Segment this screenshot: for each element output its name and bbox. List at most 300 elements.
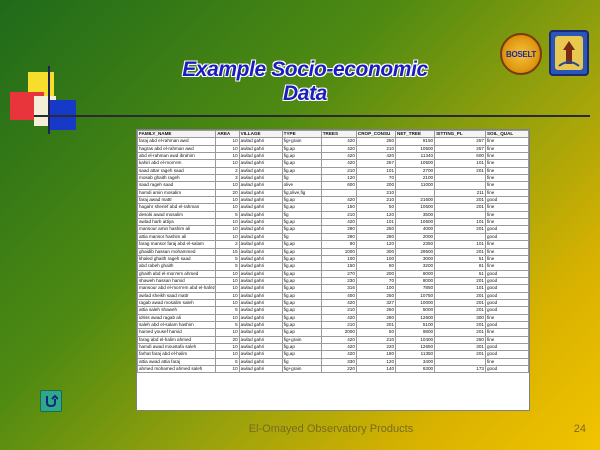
table-cell: 280 (356, 314, 395, 321)
table-cell: 10750 (396, 292, 435, 299)
table-cell (435, 358, 486, 365)
table-cell: 250 (356, 138, 395, 145)
table-cell: fig+grain (282, 366, 321, 373)
table-cell: 101 (435, 285, 486, 292)
table-cell: fine (485, 263, 528, 270)
table-cell: 280 (356, 233, 395, 240)
table-cell: awlad gahri (239, 248, 282, 255)
table-cell: awlad gahri (239, 270, 282, 277)
table-cell: 51 (435, 270, 486, 277)
table-cell: ghaith abd el-mon'em ahmed (138, 270, 216, 277)
table-cell: 120 (356, 211, 395, 218)
table-cell: fig,ap (282, 226, 321, 233)
table-row (138, 145, 529, 152)
table-row (138, 226, 529, 233)
table-cell: 10500 (396, 160, 435, 167)
table-cell: 10 (216, 351, 239, 358)
table-cell: ragab awad mosalim saleh (138, 299, 216, 306)
table-cell: 101 (435, 219, 486, 226)
table-cell: fig,ap (282, 153, 321, 160)
table-cell: 5000 (396, 307, 435, 314)
table-cell: 140 (356, 366, 395, 373)
table-row (138, 329, 529, 336)
table-cell: awlad gahri (239, 153, 282, 160)
table-cell: fig,ap (282, 204, 321, 211)
table-cell: 10 (216, 233, 239, 240)
table-cell: hamdi awad moustafa saleh (138, 343, 216, 350)
footer-text: El-Omayed Observatory Products (248, 423, 414, 435)
table-cell: 12650 (396, 343, 435, 350)
table-cell: fig,ap (282, 321, 321, 328)
table-row (138, 189, 529, 196)
table-cell: fine (485, 182, 528, 189)
table-cell: awlad gahri (239, 182, 282, 189)
table-cell: ahmed mohamed ahmed saleh (138, 366, 216, 373)
table-cell: fine (485, 175, 528, 182)
observatory-logo-icon (500, 33, 542, 75)
table-cell: 200 (356, 270, 395, 277)
table-row (138, 307, 529, 314)
table-cell: attia saleh shaweh (138, 307, 216, 314)
table-cell: good (485, 307, 528, 314)
column-header: TREES (321, 131, 356, 138)
table-cell: 201 (435, 226, 486, 233)
table-cell: 10400 (396, 336, 435, 343)
table-cell: 20 (216, 336, 239, 343)
table-cell: 15 (216, 248, 239, 255)
table-cell: awlad gahri (239, 285, 282, 292)
table-cell: awlad gahri (239, 336, 282, 343)
table-row (138, 321, 529, 328)
page-number: 24 (573, 423, 586, 435)
table-cell: 257 (435, 138, 486, 145)
table-cell: 200 (356, 182, 395, 189)
table-cell: awlad gahri (239, 351, 282, 358)
table-cell: 3500 (396, 211, 435, 218)
table-cell: 101 (356, 219, 395, 226)
table-cell: fine (485, 255, 528, 262)
table-cell: fig,ap (282, 160, 321, 167)
table-cell: 8150 (396, 138, 435, 145)
table-cell: 400 (321, 292, 356, 299)
table-cell: good (485, 292, 528, 299)
table-cell: fig,ap (282, 343, 321, 350)
table-cell: 10 (216, 292, 239, 299)
table-cell: 600 (435, 153, 486, 160)
table-cell: faraj awad mattr (138, 197, 216, 204)
table-cell: 201 (356, 321, 395, 328)
table-cell: awlad gahri (239, 241, 282, 248)
table-cell: awlad gahri (239, 321, 282, 328)
table-row (138, 233, 529, 240)
table-cell: awlad harb attiya (138, 219, 216, 226)
table-cell: 420 (321, 160, 356, 167)
table-cell: 10 (216, 153, 239, 160)
table-cell: fine (485, 204, 528, 211)
table-cell: 180 (356, 351, 395, 358)
table-cell: awlad gahri (239, 204, 282, 211)
table-cell: good (485, 270, 528, 277)
table-cell: awlad gahri (239, 233, 282, 240)
table-cell: 9800 (396, 329, 435, 336)
table-cell: 100 (321, 255, 356, 262)
table-cell: shaweh hassan hamid (138, 277, 216, 284)
table-cell: fig,ap (282, 197, 321, 204)
table-cell: 10 (216, 182, 239, 189)
table-cell: fine (485, 336, 528, 343)
table-cell: 250 (356, 226, 395, 233)
table-cell: awlad gahri (239, 167, 282, 174)
table-cell: 201 (435, 307, 486, 314)
table-cell: 316 (321, 285, 356, 292)
table-cell: 21600 (396, 197, 435, 204)
table-cell: olive (282, 182, 321, 189)
table-cell: 3000 (396, 255, 435, 262)
table-cell: 10 (216, 226, 239, 233)
table-cell: 29500 (396, 248, 435, 255)
table-cell: 230 (321, 277, 356, 284)
table-cell: fig,ap (282, 299, 321, 306)
table-row (138, 255, 529, 262)
table-cell: fine (485, 167, 528, 174)
table-cell: fig,ap (282, 351, 321, 358)
table-cell: awlad sheikh saad mattr (138, 292, 216, 299)
table-cell (396, 189, 435, 196)
table-cell: fig,ap (282, 277, 321, 284)
table-cell: khaled ghaith rageh saad (138, 255, 216, 262)
table-cell: 10500 (396, 145, 435, 152)
table-cell: 10500 (396, 219, 435, 226)
table-cell: 420 (321, 351, 356, 358)
table-cell: 5 (216, 321, 239, 328)
table-cell: 10500 (396, 204, 435, 211)
table-cell: good (485, 226, 528, 233)
table-row (138, 248, 529, 255)
table-cell: fig+grain (282, 336, 321, 343)
table-cell: 201 (435, 351, 486, 358)
table-cell: 6300 (396, 366, 435, 373)
table-cell: 420 (321, 336, 356, 343)
table-cell: fig,ap (282, 241, 321, 248)
table-cell (435, 211, 486, 218)
table-row (138, 138, 529, 145)
table-cell: 257 (356, 160, 395, 167)
table-cell: 5 (216, 358, 239, 365)
table-cell: 11000 (396, 182, 435, 189)
table-cell: fig,ap (282, 255, 321, 262)
table-cell: 10 (216, 285, 239, 292)
table-cell: 10 (216, 219, 239, 226)
table-cell: hamed yousef hamid (138, 329, 216, 336)
table-cell: 330 (321, 358, 356, 365)
table-cell: good (485, 233, 528, 240)
table-cell: 210 (356, 336, 395, 343)
table-cell: 70 (356, 277, 395, 284)
table-cell: 2700 (396, 167, 435, 174)
table-cell (435, 182, 486, 189)
table-cell: 4000 (396, 226, 435, 233)
table-cell: 420 (321, 145, 356, 152)
table-cell: fig,ap (282, 263, 321, 270)
table-cell: fig,ap (282, 292, 321, 299)
table-cell: 50 (356, 204, 395, 211)
table-cell: 201 (435, 167, 486, 174)
table-cell: farag abd el-halim ahmed (138, 336, 216, 343)
table-cell: faraj abd el-rahman awd (138, 138, 216, 145)
table-row (138, 167, 529, 174)
table-cell: awlad gahri (239, 160, 282, 167)
table-cell: fine (485, 358, 528, 365)
column-header: AREA (216, 131, 239, 138)
table-cell: 201 (435, 248, 486, 255)
table-cell: 600 (321, 182, 356, 189)
table-cell: saad attar rageh saad (138, 167, 216, 174)
table-cell: 280 (321, 226, 356, 233)
table-cell: fig,ap (282, 307, 321, 314)
table-row (138, 270, 529, 277)
table-cell: 210 (321, 321, 356, 328)
table-cell: 420 (356, 153, 395, 160)
table-cell: fine (485, 153, 528, 160)
table-cell: awlad gahri (239, 329, 282, 336)
table-cell: 2000 (321, 329, 356, 336)
title-underline (34, 115, 590, 117)
table-cell: 300 (435, 314, 486, 321)
table-cell: 220 (356, 343, 395, 350)
table-cell: 250 (435, 336, 486, 343)
column-header: FAMILY_NAME (138, 131, 216, 138)
table-cell: hagahr sherief abd el-rahman (138, 204, 216, 211)
table-cell: 210 (321, 167, 356, 174)
table-cell: fine (485, 145, 528, 152)
table-cell: 10 (216, 314, 239, 321)
table-cell: 8000 (396, 270, 435, 277)
table-cell: 5 (216, 211, 239, 218)
table-cell: awlad gahri (239, 292, 282, 299)
table-cell: awlad gahri (239, 343, 282, 350)
table-body (138, 138, 529, 373)
table-cell: good (485, 197, 528, 204)
table-cell: 250 (356, 307, 395, 314)
table-cell: 10 (216, 145, 239, 152)
table-cell: 150 (321, 204, 356, 211)
table-cell: 10 (216, 160, 239, 167)
table-cell: mosab ghaith rageh (138, 175, 216, 182)
table-cell: 81 (435, 263, 486, 270)
table-cell: 10 (216, 138, 239, 145)
table-cell: 80 (321, 241, 356, 248)
table-cell: good (485, 277, 528, 284)
table-cell: awlad gahri (239, 358, 282, 365)
table-cell: awlad gahri (239, 307, 282, 314)
table-cell: 120 (356, 241, 395, 248)
table-cell: 7850 (396, 285, 435, 292)
table-cell: 100 (356, 255, 395, 262)
table-cell: fine (485, 211, 528, 218)
table-row (138, 197, 529, 204)
return-button[interactable] (40, 390, 62, 412)
table-cell: 420 (321, 314, 356, 321)
table-cell: good (485, 366, 528, 373)
table-cell (321, 189, 356, 196)
table-row (138, 153, 529, 160)
table-header-row (138, 131, 529, 138)
table-cell: 2000 (396, 233, 435, 240)
table-cell: 20 (216, 189, 239, 196)
column-header: SITTING_PL (435, 131, 486, 138)
column-header: NET_TREE (396, 131, 435, 138)
table-row (138, 277, 529, 284)
table-cell: 3 (216, 175, 239, 182)
socio-economic-table (136, 129, 530, 411)
table-row (138, 285, 529, 292)
logo-text: BOSELT (505, 49, 537, 59)
table-cell: 10 (216, 366, 239, 373)
table-cell: fig,ap (282, 285, 321, 292)
table-cell: 201 (435, 321, 486, 328)
table-row (138, 175, 529, 182)
table-cell: 210 (356, 197, 395, 204)
table-cell: 120 (321, 175, 356, 182)
table-cell: 250 (356, 292, 395, 299)
table-cell: 2 (216, 167, 239, 174)
table-cell: 1000 (321, 248, 356, 255)
column-header: VILLAGE (239, 131, 282, 138)
column-header: TYPE (282, 131, 321, 138)
table-cell: 420 (321, 299, 356, 306)
table-cell: 420 (321, 343, 356, 350)
table-row (138, 263, 529, 270)
table-cell: saleh abd el-salam hashim (138, 321, 216, 328)
table-row (138, 211, 529, 218)
table-cell: 211 (435, 189, 486, 196)
table-cell: fine (485, 219, 528, 226)
table-cell: farag mansor faraj abd el-salam (138, 241, 216, 248)
table-cell: 327 (356, 299, 395, 306)
table-cell: 101 (435, 241, 486, 248)
table-cell: 5 (216, 263, 239, 270)
table-cell: awlad gahri (239, 366, 282, 373)
table-cell: awlad gahri (239, 175, 282, 182)
table-cell: fig,ap (282, 145, 321, 152)
table-cell: hagras abd el-rahman awd (138, 145, 216, 152)
table-cell: fig,ap (282, 167, 321, 174)
table-cell: 210 (356, 189, 395, 196)
table-cell: fig,ap (282, 314, 321, 321)
table-cell: 100 (356, 285, 395, 292)
table-cell: 150 (321, 263, 356, 270)
table-cell: fine (485, 160, 528, 167)
table-cell: good (485, 343, 528, 350)
table-cell: 280 (321, 233, 356, 240)
table-cell: 10 (216, 277, 239, 284)
table-cell: 11340 (396, 153, 435, 160)
table-cell: awlad gahri (239, 277, 282, 284)
table-cell: 70 (356, 175, 395, 182)
table-cell: 201 (435, 204, 486, 211)
table-row (138, 160, 529, 167)
table-cell: 2100 (396, 175, 435, 182)
table-row (138, 299, 529, 306)
table-cell: idriss awad ragab ali (138, 314, 216, 321)
table-cell: 2350 (396, 241, 435, 248)
table-row (138, 292, 529, 299)
table-row (138, 336, 529, 343)
table-cell: 2 (216, 241, 239, 248)
table-row (138, 343, 529, 350)
table-cell: fig (282, 175, 321, 182)
table-cell: awlad gahri (239, 189, 282, 196)
university-logo-icon (549, 30, 589, 76)
table-cell: good (485, 285, 528, 292)
slide-title: Example Socio-economic Data (182, 58, 428, 105)
table-cell: good (485, 321, 528, 328)
table-cell: attia mansor hashim ali (138, 233, 216, 240)
table-cell: fig (282, 233, 321, 240)
table-cell: awlad gahri (239, 211, 282, 218)
table-cell: fig (282, 358, 321, 365)
table-cell: 201 (435, 277, 486, 284)
table-cell: 3400 (396, 358, 435, 365)
table-cell: mansour amin hashim ali (138, 226, 216, 233)
table-cell: 8000 (396, 277, 435, 284)
table-cell: fine (485, 248, 528, 255)
table-cell: 420 (321, 153, 356, 160)
table-cell: 5 (216, 255, 239, 262)
table-cell: awlad gahri (239, 263, 282, 270)
table-cell: awlad gahri (239, 138, 282, 145)
table-cell: awlad gahri (239, 299, 282, 306)
table-cell: 201 (435, 197, 486, 204)
table-row (138, 241, 529, 248)
table-cell: fig,ap (282, 248, 321, 255)
table-cell: fig+grain (282, 138, 321, 145)
table-cell: 101 (435, 160, 486, 167)
table-cell: awlad gahri (239, 314, 282, 321)
table-cell: fig,olive,fig (282, 189, 321, 196)
table-cell: 201 (435, 292, 486, 299)
table-cell: 5100 (396, 321, 435, 328)
table-cell: 201 (435, 299, 486, 306)
table-cell: 10 (216, 329, 239, 336)
table-cell: fig,ap (282, 329, 321, 336)
table-cell: 5 (216, 307, 239, 314)
table-cell: 80 (356, 263, 395, 270)
table-cell: 210 (356, 145, 395, 152)
table-cell: 10 (216, 197, 239, 204)
table-row (138, 351, 529, 358)
table-cell: 270 (321, 270, 356, 277)
column-header: CROP_CONSU (356, 131, 395, 138)
table-cell: farhat faraj abd el-halim (138, 351, 216, 358)
table-cell: fig (282, 211, 321, 218)
table-cell: 10000 (396, 299, 435, 306)
table-cell: 420 (321, 138, 356, 145)
table-cell: fine (485, 189, 528, 196)
table-row (138, 314, 529, 321)
table-cell: fine (485, 329, 528, 336)
table-cell: awlad gahri (239, 197, 282, 204)
table-cell: fine (485, 241, 528, 248)
table-cell: fine (485, 314, 528, 321)
table-cell (435, 175, 486, 182)
table-cell: awlad gahri (239, 255, 282, 262)
table-cell: 220 (321, 366, 356, 373)
table-cell: mansour abd el-mon'em abd el-hafez (139, 285, 215, 291)
table-row (138, 358, 529, 365)
table-cell: awlad gahri (239, 219, 282, 226)
return-arrow-icon (44, 394, 58, 408)
